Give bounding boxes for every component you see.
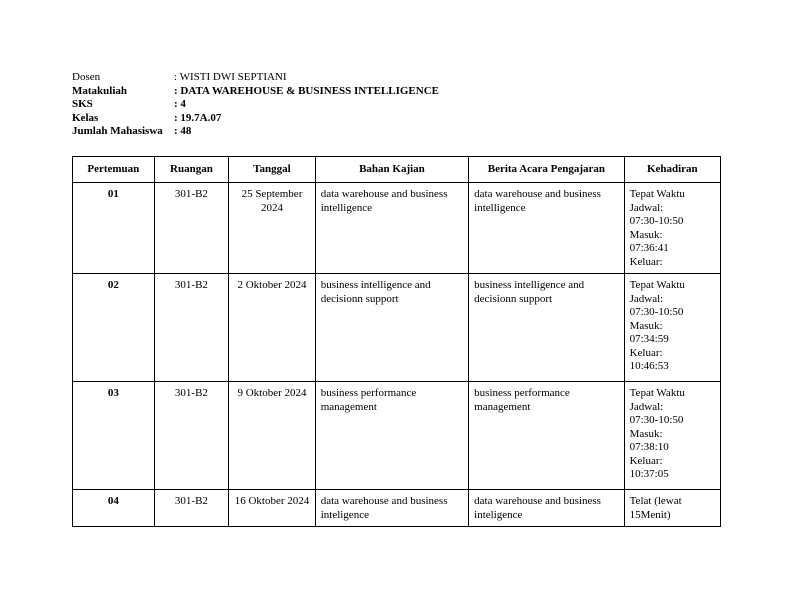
kelas-value: : 19.7A.07 — [174, 111, 222, 124]
course-info-header — [72, 71, 439, 139]
matakuliah-label: Matakuliah — [72, 84, 128, 97]
berita-acara-cell: business performance management — [469, 382, 624, 490]
kehadiran-line: 10:46:53 — [629, 360, 669, 372]
kehadiran-line: 07:30-10:50 — [629, 215, 684, 227]
sks-label: SKS — [72, 98, 93, 110]
pertemuan-cell: 01 — [73, 183, 155, 274]
attendance-table — [72, 156, 721, 527]
kehadiran-line: Jadwal: — [629, 201, 664, 214]
kehadiran-line: Tepat Waktu — [629, 279, 685, 291]
kehadiran-line: 07:30-10:50 — [629, 414, 684, 426]
tanggal-cell: 25 September 2024 — [229, 183, 315, 274]
kehadiran-line: 15Menit) — [629, 508, 671, 521]
jumlah-label: Jumlah Mahasiswa — [72, 125, 163, 137]
bahan-kajian-cell: data warehouse and business intelligence — [315, 183, 468, 274]
matakuliah-row — [72, 85, 439, 99]
pertemuan-cell: 03 — [73, 382, 155, 490]
tanggal-cell: 2 Oktober 2024 — [229, 274, 315, 382]
kehadiran-line: Masuk: — [629, 228, 663, 241]
dosen-label: Dosen — [72, 71, 101, 83]
jumlah-row — [72, 125, 439, 139]
table-header-row — [73, 157, 721, 183]
column-header-bahan-kajian: Bahan Kajian — [315, 157, 468, 183]
ruangan-cell: 301-B2 — [154, 274, 229, 382]
kehadiran-line: 07:30-10:50 — [629, 306, 684, 318]
bahan-kajian-cell: business intelligence and decisionn support — [315, 274, 468, 382]
kehadiran-cell — [624, 183, 720, 274]
bahan-kajian-cell: business performance management — [315, 382, 468, 490]
kehadiran-line: Jadwal: — [629, 400, 664, 413]
berita-acara-cell: data warehouse and business intelligence — [469, 183, 624, 274]
column-header-pertemuan: Pertemuan — [73, 157, 155, 183]
dosen-value: : WISTI DWI SEPTIANI — [174, 71, 287, 83]
tanggal-cell: 9 Oktober 2024 — [229, 382, 315, 490]
ruangan-cell: 301-B2 — [154, 183, 229, 274]
kehadiran-line: Keluar: — [629, 454, 663, 467]
dosen-row — [72, 71, 439, 85]
kehadiran-line: Telat (lewat — [629, 495, 682, 507]
kehadiran-line: 07:34:59 — [629, 333, 669, 345]
column-header-kehadiran: Kehadiran — [624, 157, 720, 183]
kehadiran-line: Masuk: — [629, 427, 663, 440]
table-row — [73, 490, 721, 527]
berita-acara-cell: business intelligence and decisionn support — [469, 274, 624, 382]
column-header-ruangan: Ruangan — [154, 157, 229, 183]
matakuliah-value: : DATA WAREHOUSE & BUSINESS INTELLIGENCE — [174, 84, 439, 97]
kehadiran-line: Tepat Waktu — [629, 188, 685, 200]
kelas-row — [72, 112, 439, 126]
kehadiran-line: Tepat Waktu — [629, 387, 685, 399]
kehadiran-line: Masuk: — [629, 319, 663, 332]
berita-acara-cell: data warehouse and business inteligence — [469, 490, 624, 527]
kehadiran-cell — [624, 490, 720, 527]
pertemuan-cell: 04 — [73, 490, 155, 527]
ruangan-cell: 301-B2 — [154, 490, 229, 527]
column-header-tanggal: Tanggal — [229, 157, 315, 183]
kehadiran-line: Keluar: — [629, 346, 663, 359]
kelas-label: Kelas — [72, 111, 99, 124]
pertemuan-cell: 02 — [73, 274, 155, 382]
kehadiran-line: Jadwal: — [629, 292, 664, 305]
kehadiran-cell — [624, 274, 720, 382]
sks-value: : 4 — [174, 98, 186, 110]
column-header-berita-acara: Berita Acara Pengajaran — [469, 157, 624, 183]
kehadiran-line: 07:38:10 — [629, 441, 669, 453]
kehadiran-line: 10:37:05 — [629, 468, 669, 480]
table-row — [73, 183, 721, 274]
table-row — [73, 382, 721, 490]
kehadiran-line: Keluar: — [629, 255, 663, 268]
tanggal-cell: 16 Oktober 2024 — [229, 490, 315, 527]
kehadiran-cell — [624, 382, 720, 490]
table-row — [73, 274, 721, 382]
bahan-kajian-cell: data warehouse and business inteligence — [315, 490, 468, 527]
kehadiran-line: 07:36:41 — [629, 242, 669, 254]
jumlah-value: : 48 — [174, 125, 192, 137]
sks-row — [72, 98, 439, 112]
ruangan-cell: 301-B2 — [154, 382, 229, 490]
